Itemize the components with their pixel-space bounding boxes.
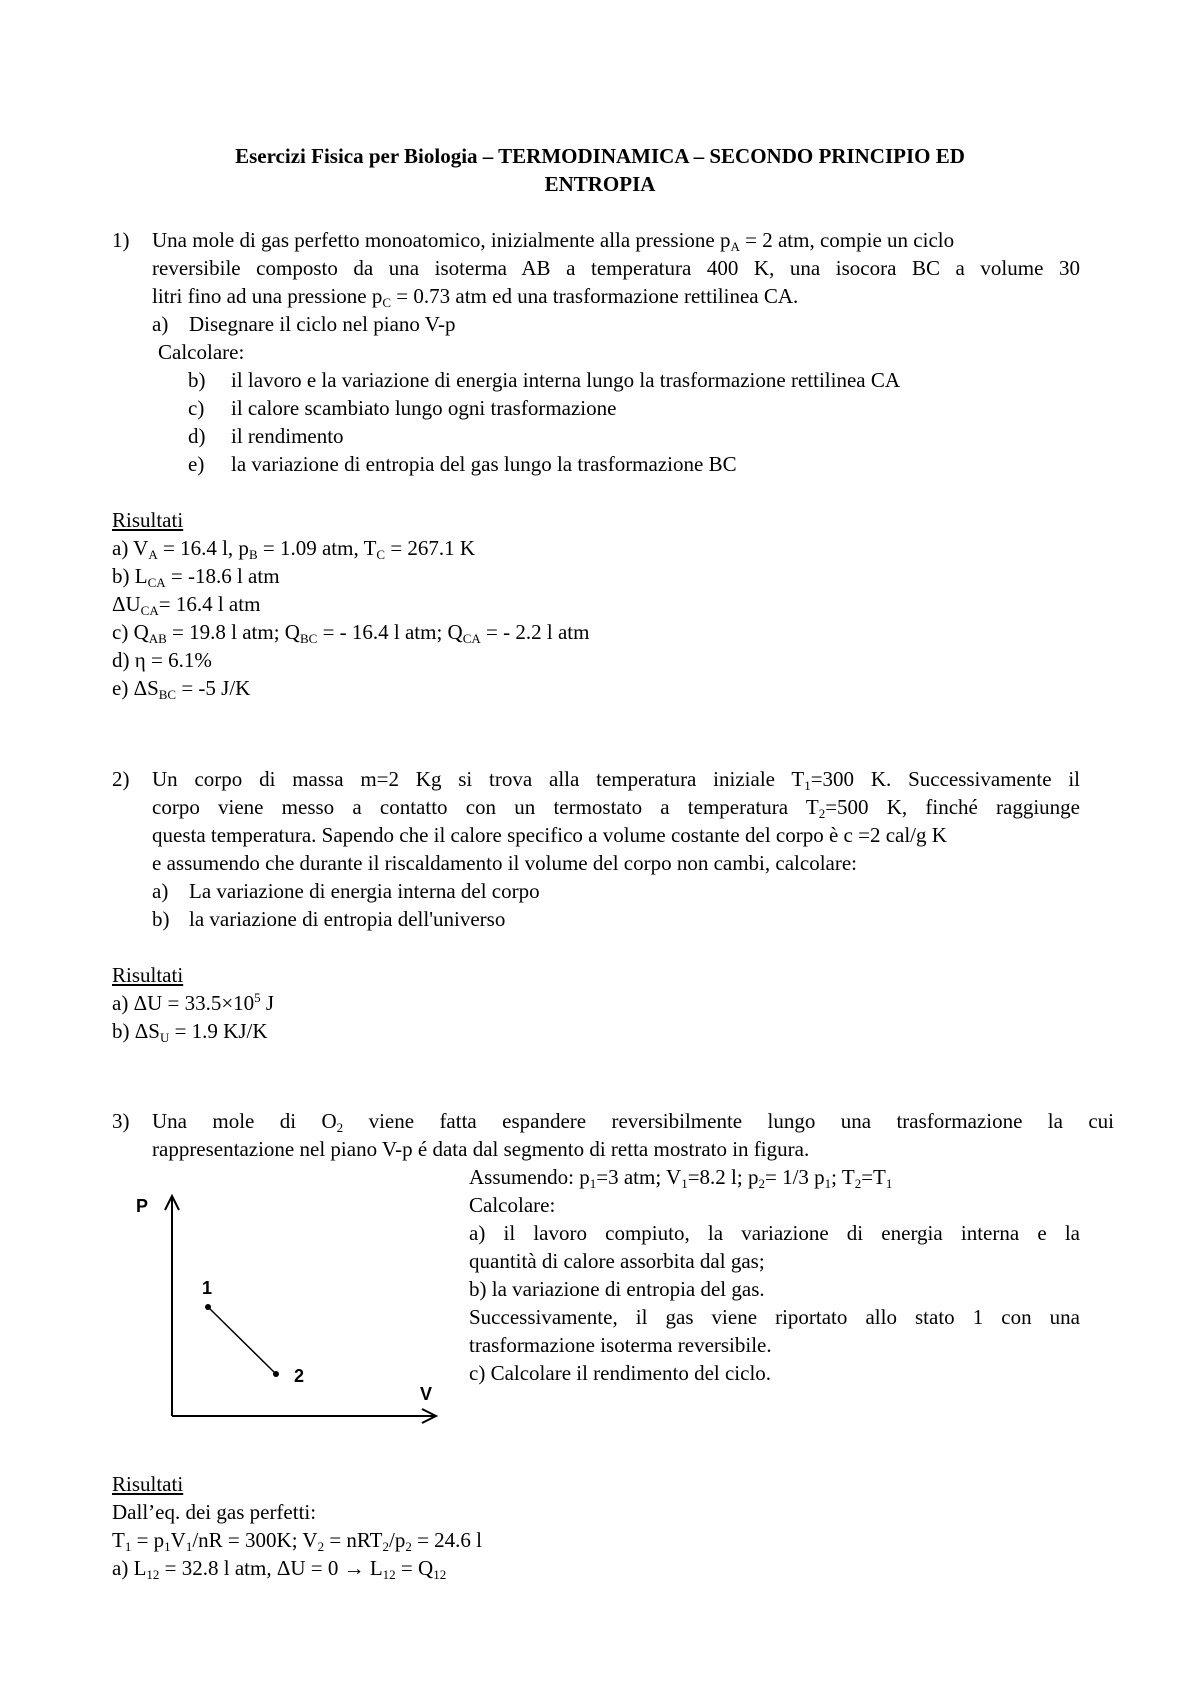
exercise-1-item-label: b) <box>188 368 206 392</box>
exercise-2-line-3: questa temperatura. Sapendo che il calore specifico a volume costante del corpo è c =2 cal/g K <box>152 823 947 847</box>
exercise-2-item-text: la variazione di entropia dell'universo <box>189 907 506 931</box>
exercise-1-item-text: il calore scambiato lungo ogni trasformazione <box>231 396 617 420</box>
results-2-heading: Risultati <box>112 963 184 987</box>
v-axis-label: V <box>420 1384 433 1404</box>
results-1-b: b) $L_{CA} = -18.6$ l atm <box>112 564 280 590</box>
page-title-continuation <box>0 170 1200 198</box>
results-3-a: a) $L_{12} = 32.8$ l atm, $\Delta U = 0 \to L_{12} = Q_{12}$ <box>112 1556 447 1582</box>
exercise-2-item-text: La variazione di energia interna del corpo <box>189 879 540 903</box>
results-3-temperatures: $T_1 = p_1V_1/nR = 300K$; $V_2 = nRT_2/p_2 = 24.6$ l <box>112 1528 483 1554</box>
exercise-2-line-1: Un corpo di massa m=2 Kg si trova alla temperatura iniziale $T_1=300$ K. Successivamente il <box>152 767 1080 793</box>
exercise-1-number: 1) <box>112 228 130 252</box>
results-1-d: d) η = 6.1% <box>112 648 212 672</box>
results-1-e: e) $\Delta S_{BC} = -5$ J/K <box>112 676 251 702</box>
exercise-2-item-label: b) <box>152 907 170 931</box>
exercise-2-item-label: a) <box>152 879 169 903</box>
page-title <box>0 142 1200 170</box>
exercise-1-line-1: Una mole di gas perfetto monoatomico, inizialmente alla pressione $p_A = 2$ atm, compie un ciclo <box>152 228 955 254</box>
point-2-label: 2 <box>294 1366 305 1386</box>
exercise-1-item-label: e) <box>188 452 205 476</box>
title-line-1: Esercizi Fisica per Biologia – TERMODINAMICA – SECONDO PRINCIPIO ED <box>235 144 965 168</box>
exercise-3-successively-line-2: trasformazione isoterma reversibile. <box>469 1333 772 1357</box>
exercise-3-number: 3) <box>112 1109 130 1133</box>
results-3-heading: Risultati <box>112 1472 184 1496</box>
exercise-1-item-label: d) <box>188 424 206 448</box>
exercise-1-question-a-label: a) <box>152 312 169 336</box>
exercise-3-question-a-line-2: quantità di calore assorbita dal gas; <box>469 1249 765 1273</box>
exercise-3-line-2: rappresentazione nel piano V-p é data dal segmento di retta mostrato in figura. <box>152 1137 810 1161</box>
exercise-1-line-2: reversibile composto da una isoterma AB a temperatura 400 K, una isocora BC a volume 30 <box>152 256 1080 280</box>
exercise-1-item-label: c) <box>188 396 205 420</box>
p-axis-label: P <box>136 1196 149 1216</box>
exercise-1-item-text: la variazione di entropia del gas lungo la trasformazione BC <box>231 452 737 476</box>
results-1-a: a) $V_A = 16.4$ l, $p_B = 1.09$ atm, $T_C = 267.1$ K <box>112 536 476 562</box>
exercise-3-question-a-line-1: a) il lavoro compiuto, la variazione di energia interna e la <box>469 1221 1080 1245</box>
results-2-a: a) $\Delta U = 33.5\times 10^5$ J <box>112 990 275 1015</box>
title-line-2: ENTROPIA <box>544 172 656 196</box>
exercise-1-line-3: litri fino ad una pressione $p_C = 0.73$ atm ed una trasformazione rettilinea CA. <box>152 284 799 310</box>
exercise-3-assumptions: Assumendo: $p_1=3$ atm; $V_1=8.2$ l; $p_2= 1/3$ $p_1$; $T_2=T_1$ <box>469 1165 893 1191</box>
point-1-marker <box>205 1304 211 1310</box>
exercise-2-number: 2) <box>112 767 130 791</box>
results-3-intro: Dall’eq. dei gas perfetti: <box>112 1500 317 1524</box>
point-2-marker <box>273 1371 279 1377</box>
exercise-1-question-a: Disegnare il ciclo nel piano V-p <box>189 312 456 336</box>
exercise-1-calcolare: Calcolare: <box>158 340 245 364</box>
results-1-heading: Risultati <box>112 508 184 532</box>
results-2-b: b) $\Delta S_U = 1.9$ KJ/K <box>112 1019 268 1045</box>
transformation-segment <box>208 1307 276 1374</box>
exercise-3-question-c: c) Calcolare il rendimento del ciclo. <box>469 1361 772 1385</box>
exercise-3-line-1: Una mole di $O_2$ viene fatta espandere reversibilmente lungo una trasformazione la cui <box>152 1109 1114 1135</box>
exercise-3-successively-line-1: Successivamente, il gas viene riportato allo stato 1 con una <box>469 1305 1080 1329</box>
exercise-2-line-4: e assumendo che durante il riscaldamento il volume del corpo non cambi, calcolare: <box>152 851 857 875</box>
exercise-2-line-2: corpo viene messo a contatto con un termostato a temperatura $T_2=500$ K, finché raggiunge <box>152 795 1081 821</box>
exercise-1-item-text: il lavoro e la variazione di energia interna lungo la trasformazione rettilinea CA <box>231 368 901 392</box>
exercise-3-calcolare: Calcolare: <box>469 1193 556 1217</box>
point-1-label: 1 <box>202 1278 213 1298</box>
exercise-3-question-b: b) la variazione di entropia del gas. <box>469 1277 765 1301</box>
vp-diagram <box>120 1178 450 1438</box>
exercise-1-item-text: il rendimento <box>231 424 344 448</box>
results-1-c: c) $Q_{AB} = 19.8$ l atm; $Q_{BC}$ = - 16.4 l atm; $Q_{CA}$ = - 2.2 l atm <box>112 620 590 646</box>
results-1-delta-u: $\Delta U_{CA}= 16.4$ l atm <box>112 592 261 618</box>
